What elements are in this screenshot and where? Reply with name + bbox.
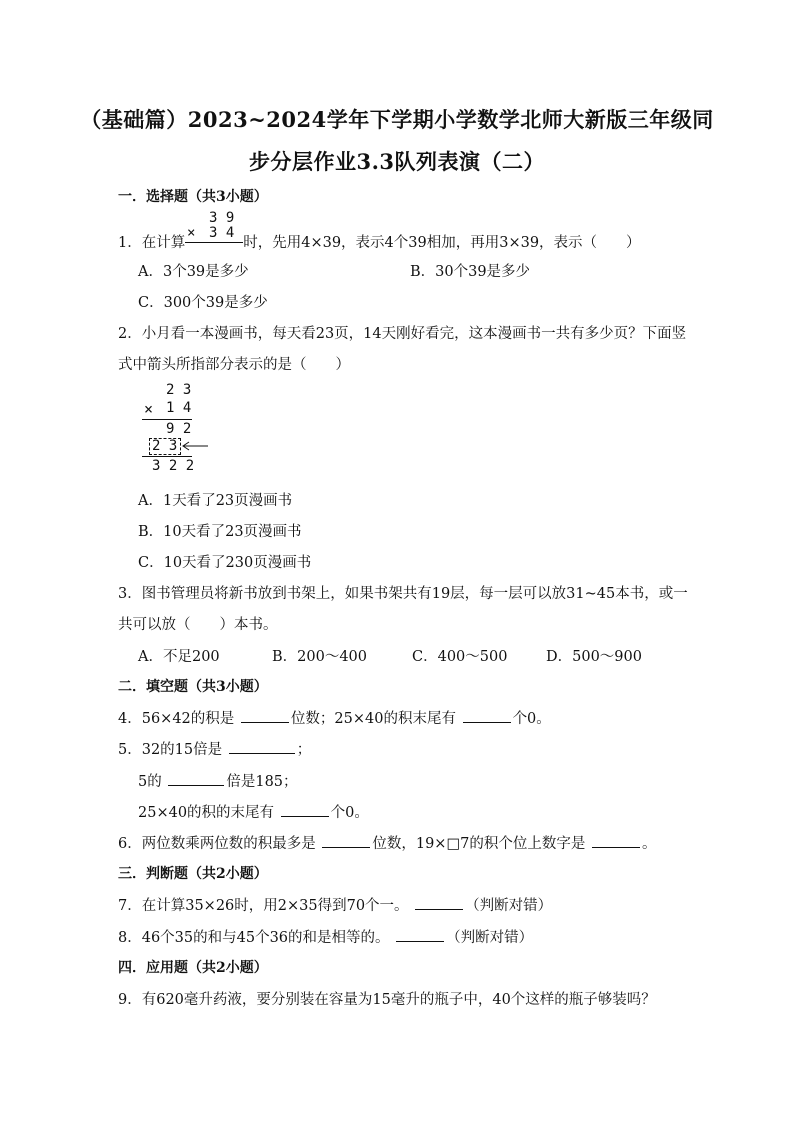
question-3-option-a: A．不足200 [138, 649, 220, 665]
question-5-blank-1[interactable] [229, 739, 295, 754]
q2-calc-row-2: 1 4 [166, 400, 192, 416]
question-8 [118, 926, 533, 947]
question-5-blank-2[interactable] [168, 771, 224, 786]
question-2-line-1: 2．小月看一本漫画书，每天看23页，14天刚好看完，这本漫画书一共有多少页？下面竖 [118, 326, 687, 342]
q1-calc-times: × [187, 225, 196, 241]
question-5-text-e: 25×40的积的末尾有 [138, 805, 275, 821]
question-6-text-b: 位数，19×□7的积个位上数字是 [372, 836, 586, 852]
question-1-option-b: B．30个39是多少 [410, 264, 531, 280]
question-3-option-b: B．200～400 [272, 649, 368, 665]
question-9: 9．有620毫升药液，要分别装在容量为15毫升的瓶子中，40个这样的瓶子够装吗？ [118, 992, 656, 1008]
question-4-text-a: 4．56×42的积是 [118, 711, 235, 727]
question-4 [118, 707, 551, 728]
title-line-1: （基础篇）2023~2024学年下学期小学数学北师大新版三年级同 [80, 107, 714, 132]
question-2-vertical-calc [140, 382, 220, 474]
question-1-option-a: A．3个39是多少 [138, 264, 249, 280]
question-1-inline-vertical-calc [185, 210, 243, 246]
question-4-blank-1[interactable] [241, 708, 289, 723]
q1-calc-bottom: 3 4 [209, 225, 235, 241]
question-1-before: 在计算 [141, 235, 186, 251]
q2-calc-row-5: 3 2 2 [152, 458, 195, 474]
question-7-text-b: （判断对错） [465, 898, 553, 914]
question-5-text-b: ； [296, 742, 312, 758]
title-line-2: 步分层作业3.3队列表演（二） [248, 149, 546, 174]
question-1-after: 时，先用4×39，表示4个39相加，再用3×39，表示（ ） [243, 235, 641, 251]
arrow-left-icon [180, 439, 210, 453]
question-5-text-f: 个0。 [330, 805, 369, 821]
question-1-number: 1． [118, 235, 142, 251]
q1-calc-rule [185, 242, 243, 243]
q2-calc-rule-2 [142, 456, 192, 457]
question-3-line-1: 3．图书管理员将新书放到书架上，如果书架共有19层，每一层可以放31~45本书，或一 [118, 586, 688, 602]
q2-calc-rule-1 [142, 419, 192, 420]
q2-calc-times: × [144, 400, 154, 418]
question-5-text-a: 5．32的15倍是 [118, 742, 223, 758]
question-5-blank-3[interactable] [281, 802, 329, 817]
section-choice-heading: 一．选择题（共3小题） [118, 189, 268, 205]
question-5-text-d: 倍是185； [226, 774, 298, 790]
question-5-line-3 [138, 801, 369, 822]
question-7-blank[interactable] [415, 895, 463, 910]
q2-calc-row-1: 2 3 [166, 382, 192, 398]
question-7-text-a: 7．在计算35×26时，用2×35得到70个一。 [118, 898, 409, 914]
question-8-text-a: 8．46个35的和与45个36的和是相等的。 [118, 930, 390, 946]
question-6-blank-1[interactable] [322, 833, 370, 848]
question-8-blank[interactable] [396, 927, 444, 942]
q1-calc-top: 3 9 [209, 210, 235, 226]
question-2-option-c: C．10天看了230页漫画书 [138, 555, 312, 571]
question-3-line-2: 共可以放（ ）本书。 [118, 617, 278, 633]
section-application-heading: 四．应用题（共2小题） [118, 960, 268, 976]
question-2-option-b: B．10天看了23页漫画书 [138, 524, 302, 540]
question-6-blank-2[interactable] [592, 833, 640, 848]
question-5-line-1 [118, 738, 311, 759]
question-4-blank-2[interactable] [463, 708, 511, 723]
question-4-text-c: 个0。 [512, 711, 551, 727]
question-3-option-d: D．500～900 [546, 649, 642, 665]
question-6-text-c: 。 [641, 836, 657, 852]
question-4-text-b: 位数；25×40的积末尾有 [290, 711, 456, 727]
section-judge-heading: 三．判断题（共2小题） [118, 866, 268, 882]
question-1-option-c: C．300个39是多少 [138, 295, 268, 311]
question-5-line-2 [138, 770, 298, 791]
question-8-text-b: （判断对错） [446, 930, 534, 946]
question-3-option-c: C．400～500 [412, 649, 508, 665]
question-6-text-a: 6．两位数乘两位数的积最多是 [118, 836, 316, 852]
question-7 [118, 894, 552, 915]
q2-calc-row-3: 9 2 [166, 421, 192, 437]
section-fill-heading: 二．填空题（共3小题） [118, 679, 268, 695]
question-2-option-a: A．1天看了23页漫画书 [138, 493, 293, 509]
question-5-text-c: 5的 [138, 774, 162, 790]
q2-calc-row-4: 2 3 [152, 438, 178, 454]
question-2-line-2: 式中箭头所指部分表示的是（ ） [118, 357, 350, 373]
question-6 [118, 832, 656, 853]
